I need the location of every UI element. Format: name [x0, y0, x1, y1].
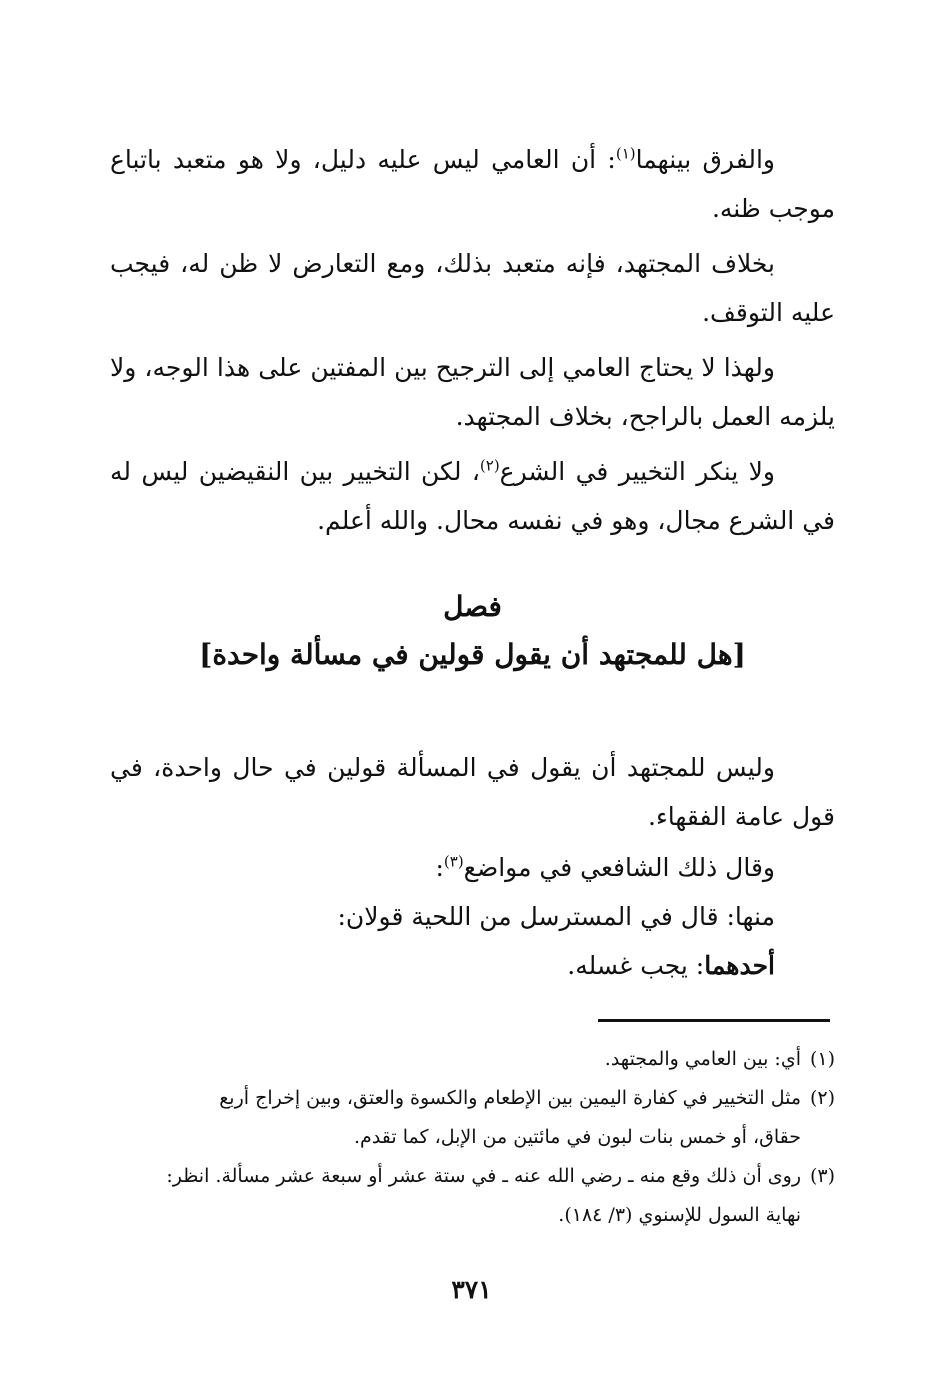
footnote-3 — [110, 1157, 835, 1196]
section-title: فصل — [443, 590, 502, 623]
footnote-1-number: (١) — [809, 1048, 835, 1070]
footnote-3-continuation: نهاية السول للإسنوي (٣/ ١٨٤). — [558, 1204, 801, 1226]
paragraph-1-text-b: : أن العامي ليس عليه دليل، ولا هو متعبد باتباع موجب ظنه. — [110, 145, 835, 223]
paragraph-6 — [110, 843, 835, 892]
paragraph-4-text-b: ، لكن التخيير بين النقيضين ليس له في الشرع مجال، وهو في نفسه محال. والله أعلم. — [110, 457, 835, 535]
paragraph-4-text-a: ولا ينكر التخيير في الشرع — [499, 457, 775, 486]
body-text-top — [110, 135, 835, 545]
footnote-2-continuation: حقاق، أو خمس بنات لبون في مائتين من الإبل، كما تقدم. — [354, 1126, 801, 1148]
section-subtitle: [هل للمجتهد أن يقول قولين في مسألة واحدة] — [199, 638, 746, 671]
paragraph-1-text-a: والفرق بينهما — [635, 145, 775, 174]
footnote-ref-2[interactable]: (٢) — [479, 456, 500, 475]
paragraph-8-bold: أحدهما — [704, 951, 775, 980]
paragraph-8-rest: : يجب غسله. — [567, 951, 705, 980]
paragraph-3: ولهذا لا يحتاج العامي إلى الترجيح بين المفتين على هذا الوجه، ولا يلزمه العمل بالراجح، بخلاف المجتهد. — [110, 353, 835, 431]
footnote-ref-1[interactable]: (١) — [615, 144, 636, 163]
footnote-3-text: روى أن ذلك وقع منه ـ رضي الله عنه ـ في ستة عشر أو سبعة عشر مسألة. انظر: — [166, 1165, 801, 1187]
paragraph-1 — [110, 135, 835, 233]
paragraph-2: بخلاف المجتهد، فإنه متعبد بذلك، ومع التعارض لا ظن له، فيجب عليه التوقف. — [110, 249, 835, 327]
footnote-1-text: أي: بين العامي والمجتهد. — [604, 1048, 801, 1070]
footnote-separator — [598, 1019, 830, 1022]
footnote-2 — [110, 1079, 835, 1118]
body-text-bottom — [110, 743, 835, 990]
footnote-1 — [110, 1040, 835, 1079]
paragraph-4 — [110, 447, 835, 545]
paragraph-8 — [110, 941, 835, 990]
footnote-2-number: (٢) — [809, 1087, 835, 1109]
paragraph-6-text-b: : — [435, 853, 444, 882]
page-number: ٣٧١ — [451, 1275, 492, 1304]
footnotes — [110, 1040, 835, 1235]
paragraph-6-text-a: وقال ذلك الشافعي في مواضع — [463, 853, 775, 882]
footnote-3-number: (٣) — [809, 1165, 835, 1187]
paragraph-7: منها: قال في المسترسل من اللحية قولان: — [337, 902, 775, 931]
paragraph-5: وليس للمجتهد أن يقول في المسألة قولين في حال واحدة، في قول عامة الفقهاء. — [110, 753, 835, 831]
footnote-2-text: مثل التخيير في كفارة اليمين بين الإطعام والكسوة والعتق، وبين إخراج أربع — [219, 1087, 801, 1109]
footnote-ref-3[interactable]: (٣) — [443, 852, 464, 871]
